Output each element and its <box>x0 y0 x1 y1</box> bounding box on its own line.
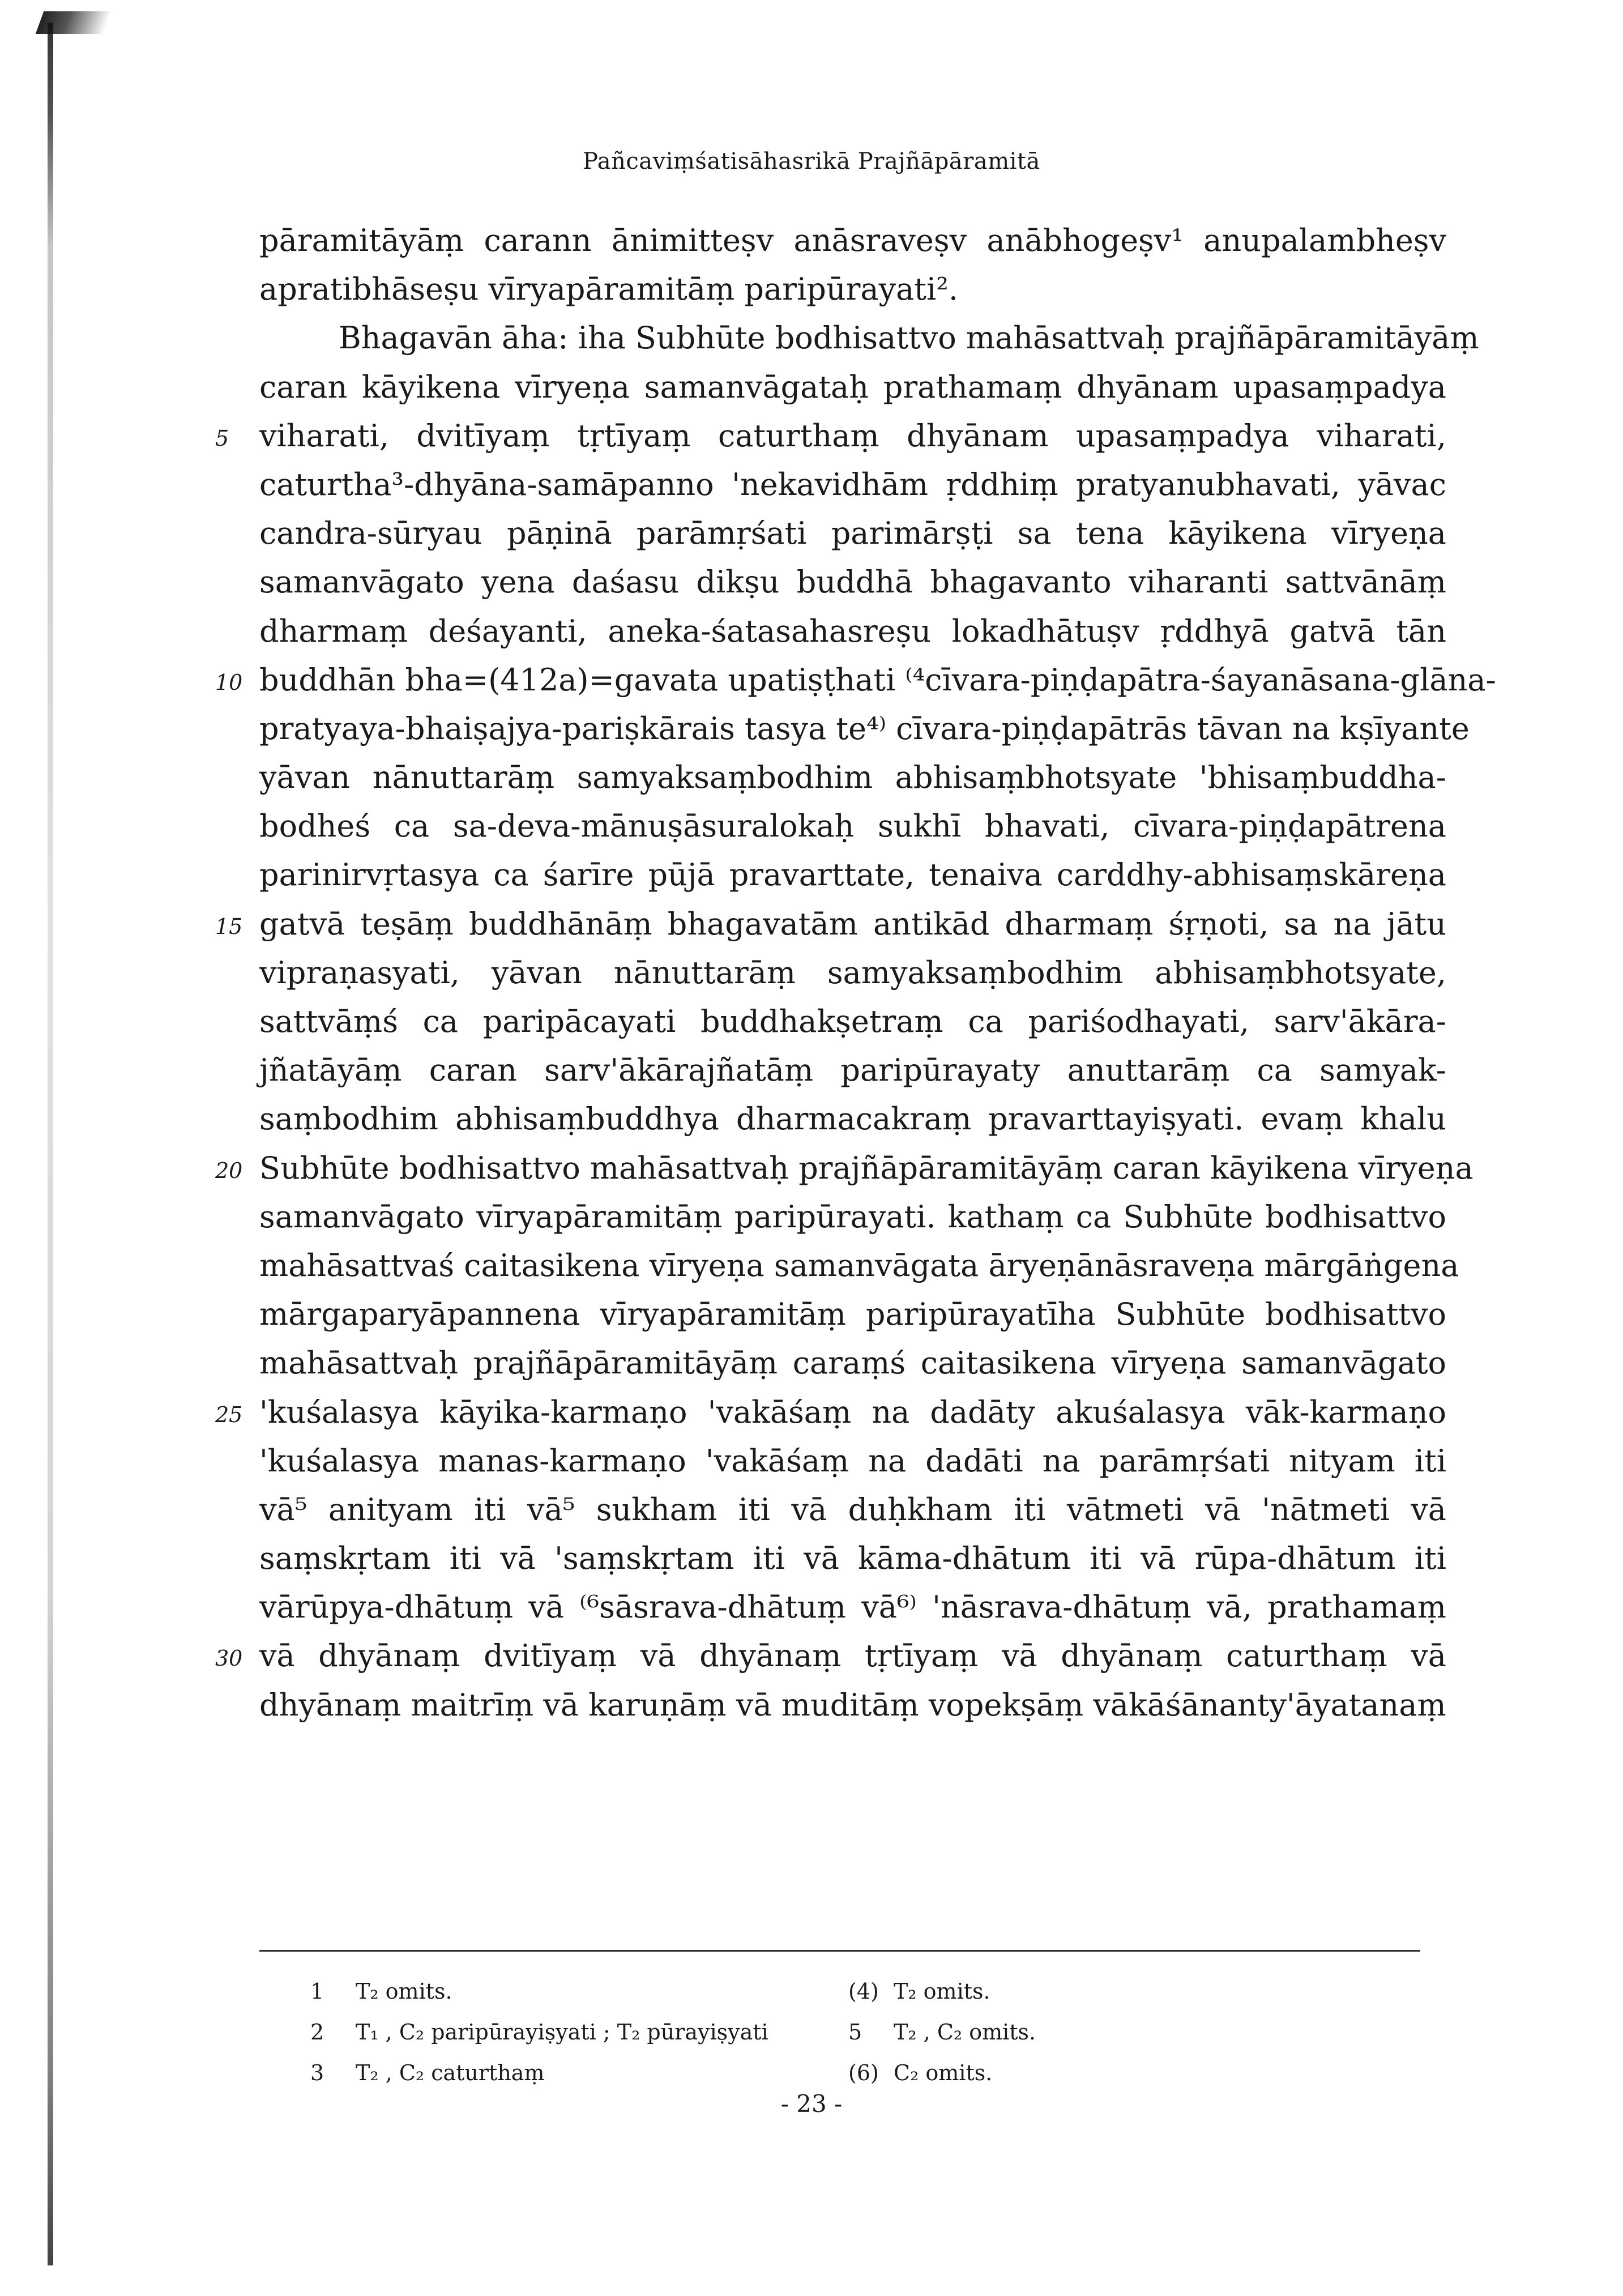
footnote-left <box>310 1971 452 2012</box>
line-text: vā⁵ anityam iti vā⁵ sukham iti vā duḥkham iti vātmeti vā 'nātmeti vā <box>259 1491 1446 1527</box>
text-line <box>259 705 1470 753</box>
scan-edge-shadow <box>36 11 112 34</box>
footnote-row <box>310 2012 1160 2052</box>
text-line <box>215 656 1496 705</box>
line-text: jñatāyāṃ caran sarv'ākārajñatāṃ paripūrayaty anuttarāṃ ca samyak- <box>259 1052 1446 1089</box>
footnote-number: 2 <box>310 2020 324 2045</box>
text-line <box>259 997 1446 1046</box>
text-line <box>259 1046 1446 1095</box>
line-text: dharmaṃ deśayanti, aneka-śatasahasreṣu lokadhātuṣv ṛddhyā gatvā tān <box>259 613 1446 649</box>
line-text: samanvāgato yena daśasu dikṣu buddhā bhagavanto viharanti sattvānāṃ <box>259 564 1446 600</box>
text-line <box>259 1193 1446 1241</box>
text-line <box>259 1583 1446 1632</box>
footnote-left <box>310 2012 768 2052</box>
footnote-left <box>310 2052 544 2093</box>
line-text: vā dhyānaṃ dvitīyaṃ vā dhyānaṃ tṛtīyaṃ vā dhyānaṃ caturthaṃ vā <box>259 1638 1446 1674</box>
line-text: saṃbodhim abhisaṃbuddhya dharmacakraṃ pravarttayiṣyati. evaṃ khalu <box>259 1101 1446 1137</box>
text-line <box>259 558 1446 607</box>
text-line <box>259 216 1446 265</box>
line-text: yāvan nānuttarāṃ samyaksaṃbodhim abhisaṃbhotsyate 'bhisaṃbuddha- <box>259 759 1446 796</box>
text-line <box>259 802 1446 851</box>
line-text: caturtha³-dhyāna-samāpanno 'nekavidhām ṛddhiṃ pratyanubhavati, yāvac <box>259 466 1446 502</box>
line-text: dhyānaṃ maitrīṃ vā karuṇāṃ vā muditāṃ vopekṣāṃ vākāśānanty'āyatanaṃ <box>259 1687 1446 1723</box>
text-line <box>259 851 1446 899</box>
text-line <box>215 1388 1446 1437</box>
text-line <box>215 900 1446 949</box>
text-line <box>259 509 1446 558</box>
footnote-right <box>848 2052 992 2093</box>
footnote-number: 3 <box>310 2060 324 2085</box>
line-text: mahāsattvaś caitasikena vīryeṇa samanvāgata āryeṇānāsraveṇa mārgāṅgena <box>259 1247 1459 1283</box>
line-text: Subhūte bodhisattvo mahāsattvaḥ prajñāpāramitāyāṃ caran kāyikena vīryeṇa <box>259 1150 1473 1186</box>
footnote-row <box>310 1971 1160 2012</box>
line-number: 10 <box>215 669 243 695</box>
line-number: 30 <box>215 1646 243 1671</box>
footnote-text: T₂ omits. <box>894 1979 990 2004</box>
text-line <box>259 1534 1446 1583</box>
line-text: vipraṇasyati, yāvan nānuttarāṃ samyaksaṃbodhim abhisaṃbhotsyate, <box>259 954 1446 991</box>
line-text: pāramitāyāṃ carann ānimitteṣv anāsraveṣv anābhogeṣv¹ anupalambheṣv <box>259 223 1446 258</box>
main-text-body <box>215 216 1496 1730</box>
line-text: gatvā teṣāṃ buddhānāṃ bhagavatām antikād dharmaṃ śṛṇoti, sa na jātu <box>259 906 1446 942</box>
text-line <box>259 1437 1446 1486</box>
footnote-right <box>848 1971 990 2012</box>
line-text: 'kuśalasya kāyika-karmaṇo 'vakāśaṃ na dadāty akuśalasya vāk-karmaṇo <box>259 1394 1446 1430</box>
text-line <box>259 314 1479 362</box>
footnote-number: (4) <box>848 1979 879 2004</box>
footnote-number: 5 <box>848 2020 862 2045</box>
line-text: apratibhāseṣu vīryapāramitāṃ paripūrayati². <box>259 271 959 308</box>
scan-binding-edge <box>48 23 53 2265</box>
footnote-right <box>848 2012 1036 2052</box>
text-line <box>259 1681 1446 1730</box>
line-number: 25 <box>215 1402 243 1427</box>
line-text: 'kuśalasya manas-karmaṇo 'vakāśaṃ na dadāti na parāmṛśati nityam iti <box>259 1443 1446 1479</box>
text-line <box>259 460 1446 509</box>
text-line <box>259 949 1446 997</box>
line-text: parinirvṛtasya ca śarīre pūjā pravarttate, tenaiva carddhy-abhisaṃskāreṇa <box>259 857 1446 893</box>
line-text: buddhān bha=(412a)=gavata upatiṣṭhati ⁽⁴cīvara-piṇḍapātra-śayanāsana-glāna- <box>259 662 1496 698</box>
text-line <box>215 1632 1446 1680</box>
text-line <box>215 412 1446 460</box>
line-text: sattvāṃś ca paripācayati buddhakṣetraṃ ca pariśodhayati, sarv'ākāra- <box>259 1004 1446 1039</box>
footnote-text: T₂ , C₂ omits. <box>894 2020 1036 2045</box>
running-head: Pañcaviṃśatisāhasrikā Prajñāpāramitā <box>583 148 1040 174</box>
text-line <box>259 1339 1446 1388</box>
text-line <box>259 265 1446 314</box>
text-line <box>259 1095 1446 1143</box>
text-line <box>259 1241 1459 1290</box>
line-text: mārgaparyāpannena vīryapāramitāṃ paripūrayatīha Subhūte bodhisattvo <box>259 1296 1446 1333</box>
line-text: candra-sūryau pāṇinā parāmṛśati parimārṣṭi sa tena kāyikena vīryeṇa <box>259 515 1446 552</box>
line-text: vārūpya-dhātuṃ vā ⁽⁶sāsrava-dhātuṃ vā⁶⁾ 'nāsrava-dhātuṃ vā, prathamaṃ <box>259 1589 1446 1625</box>
footnote-text: T₁ , C₂ paripūrayiṣyati ; T₂ pūrayiṣyati <box>356 2020 768 2045</box>
line-text: samanvāgato vīryapāramitāṃ paripūrayati. kathaṃ ca Subhūte bodhisattvo <box>259 1198 1446 1235</box>
line-text: pratyaya-bhaiṣajya-pariṣkārais tasya te⁴⁾ cīvara-piṇḍapātrās tāvan na kṣīyante <box>259 710 1470 746</box>
footnote-row <box>310 2052 1160 2093</box>
text-line <box>259 1290 1446 1339</box>
line-number: 15 <box>215 914 243 939</box>
footnote-number: 1 <box>310 1979 324 2004</box>
text-line <box>259 753 1446 802</box>
footnote-text: T₂ , C₂ caturthaṃ <box>356 2060 545 2085</box>
line-text: viharati, dvitīyaṃ tṛtīyaṃ caturthaṃ dhyānam upasaṃpadya viharati, <box>259 417 1446 454</box>
text-line <box>259 607 1446 656</box>
footnote-text: T₂ omits. <box>356 1979 452 2004</box>
line-text: caran kāyikena vīryeṇa samanvāgataḥ prathamaṃ dhyānam upasaṃpadya <box>259 369 1446 405</box>
line-text: bodheś ca sa-deva-mānuṣāsuralokaḥ sukhī bhavati, cīvara-piṇḍapātrena <box>259 808 1446 844</box>
footnote-text: C₂ omits. <box>894 2060 993 2085</box>
footnote-number: (6) <box>848 2060 879 2085</box>
line-text: Bhagavān āha: iha Subhūte bodhisattvo mahāsattvaḥ prajñāpāramitāyāṃ <box>339 320 1479 356</box>
text-line <box>259 1486 1446 1534</box>
line-number: 20 <box>215 1158 243 1183</box>
line-text: mahāsattvaḥ prajñāpāramitāyāṃ caraṃś caitasikena vīryeṇa samanvāgato <box>259 1345 1446 1381</box>
footnotes <box>310 1971 1160 2093</box>
text-line <box>259 363 1446 412</box>
line-text: saṃskṛtam iti vā 'saṃskṛtam iti vā kāma-dhātum iti vā rūpa-dhātum iti <box>259 1540 1446 1577</box>
line-number: 5 <box>215 425 229 451</box>
page-number: - 23 - <box>780 2090 843 2118</box>
footnote-divider <box>259 1950 1420 1952</box>
text-line <box>215 1144 1473 1193</box>
